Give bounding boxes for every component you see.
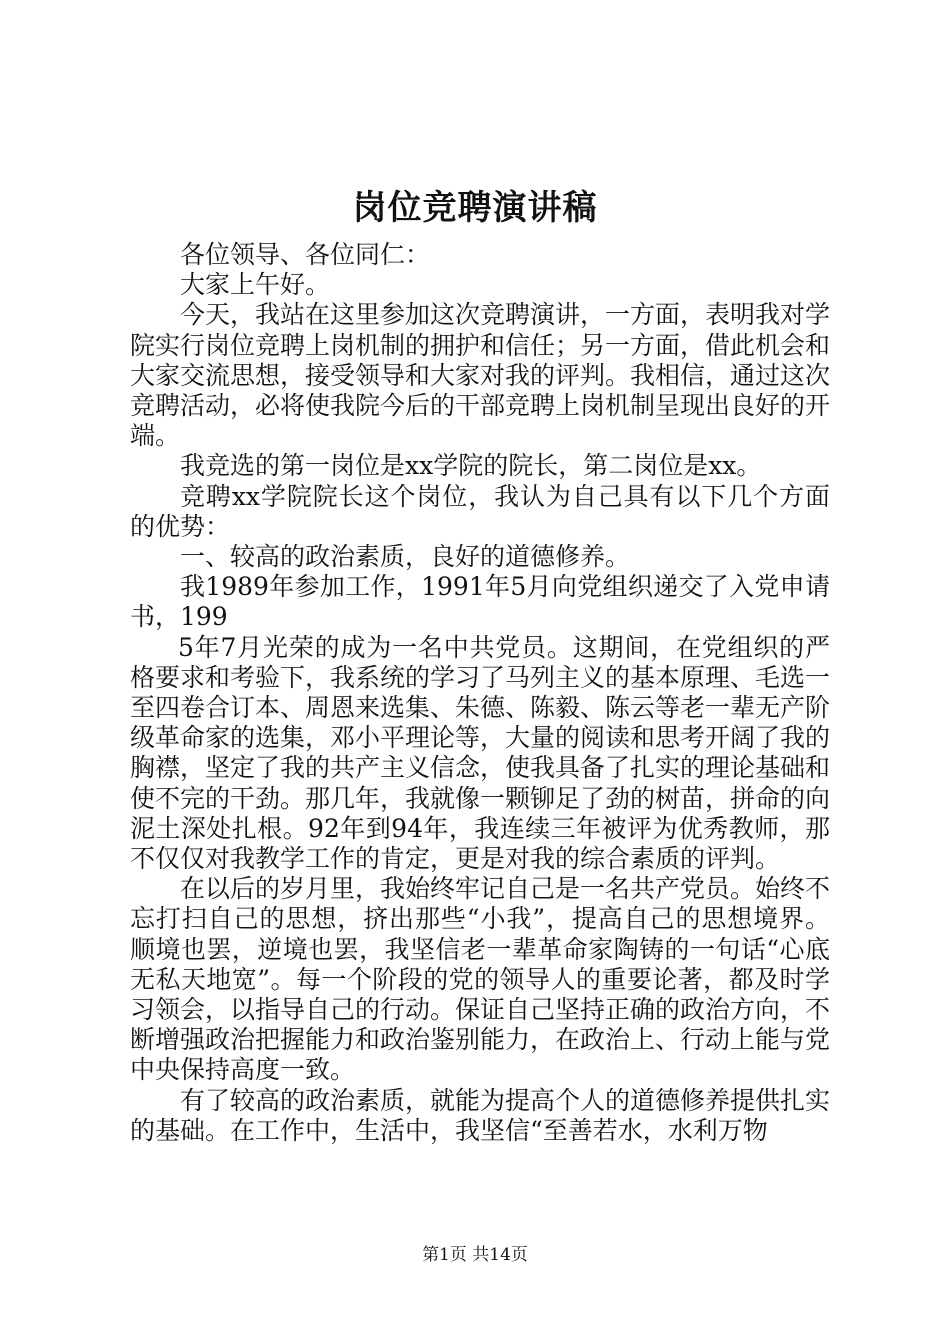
salutation-paragraph: 各位领导、各位同仁： <box>180 240 431 269</box>
intro-paragraph: 今天，我站在这里参加这次竞聘演讲，一方面，表明我对学院实行岗位竞聘上岗机制的拥护和信任；另一方面，借此机会和大家交流思想，接受领导和大家对我的评判。我相信，通过这次竞聘活动，必将使我院今后的干部竞聘上岗机制呈现出良好的开端。 <box>130 300 831 451</box>
document-body <box>130 240 830 1146</box>
page-footer: 第1页 共14页 <box>422 1245 528 1265</box>
greeting-paragraph: 大家上午好。 <box>180 270 331 300</box>
moral-paragraph: 有了较高的政治素质，就能为提高个人的道德修养提供扎实的基础。在工作中，生活中，我坚信“至善若水，水利万物 <box>130 1085 831 1145</box>
advantages-paragraph: 竞聘xx学院院长这个岗位，我认为自己具有以下几个方面的优势： <box>130 481 830 541</box>
section-heading-1: 一、较高的政治素质，良好的道德修养。 <box>180 542 631 572</box>
party-member-paragraph: 5年7月光荣的成为一名中共党员。这期间，在党组织的严格要求和考验下，我系统的学习了马列主义的基本原理、毛选一至四卷合订本、周恩来选集、朱德、陈毅、陈云等老一辈无产阶级革命家的选集，邓小平理论等，大量的阅读和思考开阔了我的胸襟，坚定了我的共产主义信念，使我具备了扎实的理论基础和使不完的干劲。那几年，我就像一颗铆足了劲的树苗，拼命的向泥土深处扎根。92年到94年，我连续三年被评为优秀教师，那不仅仅对我教学工作的肯定，更是对我的综合素质的评判。 <box>130 632 831 874</box>
later-years-paragraph: 在以后的岁月里，我始终牢记自己是一名共产党员。始终不忘打扫自己的思想，挤出那些“小我”，提高自己的思想境界。顺境也罢，逆境也罢，我坚信老一辈革命家陶铸的一句话“心底无私天地宽”。每一个阶段的党的领导人的重要论著，都及时学习领会，以指导自己的行动。保证自己坚持正确的政治方向，不断增强政治把握能力和政治鉴别能力，在政治上、行动上能与党中央保持高度一致。 <box>130 874 831 1085</box>
work-history-paragraph: 我1989年参加工作，1991年5月向党组织递交了入党申请书，199 <box>130 572 830 632</box>
document-title: 岗位竞聘演讲稿 <box>352 188 598 228</box>
position-paragraph: 我竞选的第一岗位是xx学院的院长，第二岗位是xx。 <box>180 451 762 481</box>
